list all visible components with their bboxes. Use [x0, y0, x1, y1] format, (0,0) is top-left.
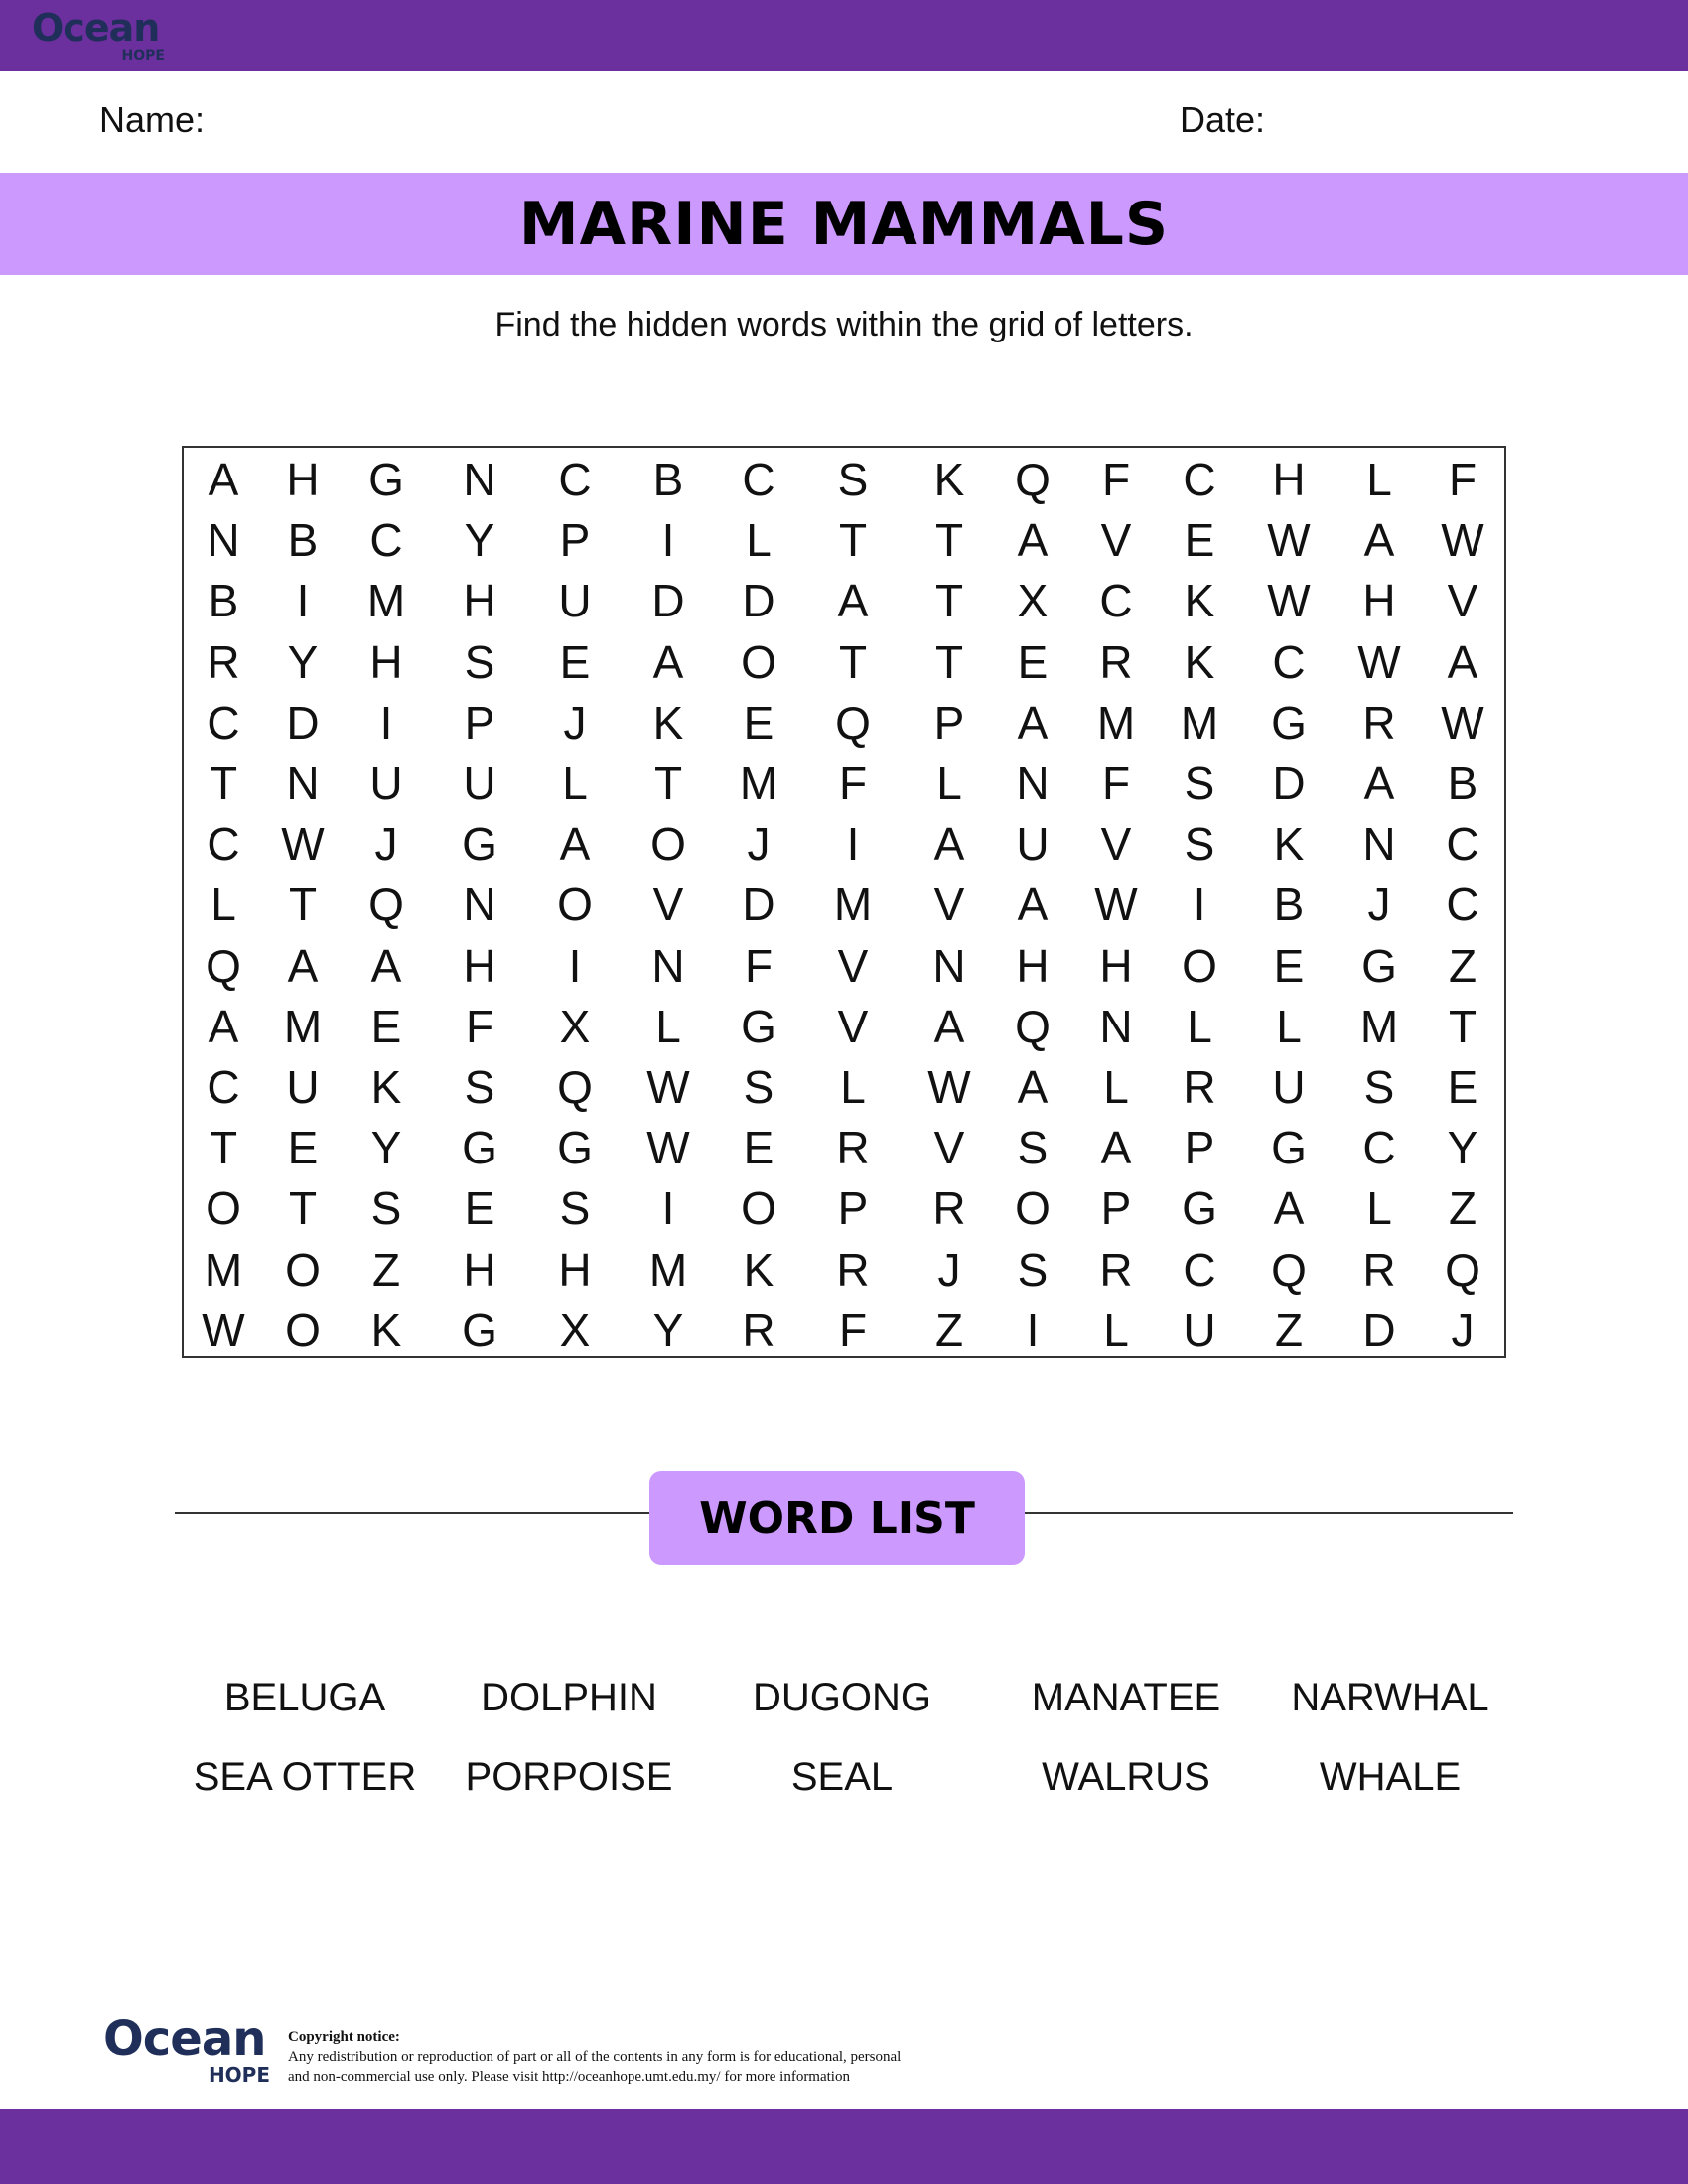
word-search-grid [182, 446, 1506, 1358]
grid-letter: I [296, 575, 310, 627]
word-list-item: PORPOISE [465, 1755, 673, 1799]
grid-letter: J [937, 1243, 961, 1296]
grid-letter: V [1100, 818, 1132, 871]
grid-letter: W [1267, 514, 1311, 567]
grid-letter: H [369, 635, 403, 688]
grid-letter: Q [1015, 1000, 1051, 1052]
grid-letter: A [652, 635, 684, 688]
grid-letter: J [374, 818, 398, 871]
grid-letter: G [557, 1122, 593, 1174]
grid-letter: N [463, 454, 496, 505]
grid-letter: U [558, 575, 592, 627]
grid-letter: C [1362, 1122, 1396, 1174]
grid-row [184, 1118, 1504, 1178]
word-list-item: SEA OTTER [193, 1755, 417, 1799]
grid-letter: Z [1448, 1182, 1477, 1235]
grid-letter: P [464, 696, 495, 749]
grid-letter: H [1099, 939, 1133, 992]
grid-letter: U [463, 757, 496, 809]
grid-letter: W [927, 1061, 971, 1113]
grid-row [184, 693, 1504, 753]
grid-letter: N [286, 757, 320, 809]
grid-row [184, 936, 1504, 997]
grid-letter: T [209, 1122, 238, 1174]
grid-letter: L [840, 1061, 866, 1113]
grid-letter: P [837, 1182, 869, 1235]
grid-letter: X [559, 1303, 591, 1356]
grid-letter: V [1447, 575, 1478, 627]
grid-letter: F [838, 757, 868, 809]
title-band [0, 173, 1688, 275]
grid-letter: W [281, 818, 325, 871]
grid-letter: D [651, 575, 685, 627]
grid-letter: Y [652, 1303, 684, 1356]
grid-letter: N [463, 879, 496, 931]
grid-letter: F [1448, 454, 1477, 505]
grid-letter: W [646, 1122, 690, 1174]
grid-letter: I [661, 514, 675, 567]
grid-letter: M [648, 1243, 688, 1296]
grid-letter: S [743, 1061, 774, 1113]
grid-letter: N [1099, 1000, 1133, 1052]
grid-letter: I [379, 696, 393, 749]
grid-letter: S [464, 1061, 495, 1113]
grid-letter: S [464, 635, 495, 688]
grid-letter: U [1016, 818, 1050, 871]
grid-letter: O [285, 1303, 321, 1356]
grid-letter: V [933, 879, 965, 931]
grid-letter: K [1184, 635, 1215, 688]
grid-letter: L [211, 879, 236, 931]
grid-letter: Z [371, 1243, 401, 1296]
grid-letter: P [1184, 1122, 1215, 1174]
grid-letter: K [1184, 575, 1215, 627]
grid-letter: O [741, 635, 776, 688]
grid-letter: M [739, 757, 778, 809]
grid-letter: F [838, 1303, 868, 1356]
grid-letter: N [1016, 757, 1050, 809]
bottom-footer-bar [0, 2109, 1688, 2184]
copyright-notice [288, 2027, 901, 2087]
grid-row [184, 875, 1504, 935]
grid-letter: C [558, 454, 592, 505]
grid-letter: M [833, 879, 873, 931]
grid-letter: G [1271, 696, 1307, 749]
grid-letter: Q [1015, 454, 1051, 505]
grid-letter: O [1015, 1182, 1051, 1235]
grid-letter: G [741, 1000, 776, 1052]
grid-letter: T [288, 879, 318, 931]
grid-letter: E [464, 1182, 495, 1235]
grid-letter: N [1362, 818, 1396, 871]
grid-letter: W [202, 1303, 245, 1356]
grid-letter: G [1271, 1122, 1307, 1174]
grid-letter: M [1359, 1000, 1399, 1052]
grid-row [184, 450, 1504, 510]
grid-letter: A [1100, 1122, 1132, 1174]
grid-letter: B [208, 575, 239, 627]
grid-row [184, 632, 1504, 693]
grid-letter: V [933, 1122, 965, 1174]
grid-letter: C [1446, 879, 1479, 931]
grid-letter: N [207, 514, 240, 567]
grid-letter: E [1017, 635, 1049, 688]
grid-letter: B [652, 454, 684, 505]
grid-letter: R [932, 1182, 966, 1235]
grid-letter: Q [1445, 1243, 1480, 1296]
instructions-text: Find the hidden words within the grid of letters. [494, 306, 1194, 343]
grid-letter: O [741, 1182, 776, 1235]
word-list-item: DUGONG [753, 1676, 931, 1719]
grid-letter: R [742, 1303, 775, 1356]
grid-letter: I [661, 1182, 675, 1235]
grid-letter: O [285, 1243, 321, 1296]
grid-letter: R [836, 1122, 870, 1174]
grid-letter: H [1272, 454, 1306, 505]
grid-letter: R [207, 635, 240, 688]
grid-letter: J [563, 696, 587, 749]
grid-letter: R [836, 1243, 870, 1296]
grid-letter: V [1100, 514, 1132, 567]
grid-letter: Z [1448, 939, 1477, 992]
grid-letter: A [370, 939, 402, 992]
grid-letter: C [369, 514, 403, 567]
grid-row [184, 510, 1504, 571]
grid-letter: E [370, 1000, 402, 1052]
grid-letter: G [462, 818, 497, 871]
grid-letter: R [1099, 1243, 1133, 1296]
grid-letter: V [652, 879, 684, 931]
grid-letter: E [743, 696, 774, 749]
grid-letter: E [743, 1122, 774, 1174]
grid-letter: Y [464, 514, 495, 567]
grid-letter: R [1183, 1061, 1216, 1113]
grid-letter: H [558, 1243, 592, 1296]
grid-letter: L [746, 514, 772, 567]
grid-letter: S [837, 454, 869, 505]
grid-letter: E [287, 1122, 319, 1174]
grid-row [184, 997, 1504, 1057]
grid-letter: Z [934, 1303, 964, 1356]
word-list-divider-right [1025, 1512, 1513, 1514]
grid-letter: F [1101, 454, 1131, 505]
grid-row [184, 1057, 1504, 1118]
grid-letter: J [1367, 879, 1391, 931]
grid-letter: L [1103, 1303, 1129, 1356]
word-list-item: SEAL [790, 1755, 894, 1799]
grid-letter: A [1447, 635, 1478, 688]
grid-letter: O [557, 879, 593, 931]
grid-letter: S [1017, 1122, 1049, 1174]
grid-letter: F [744, 939, 774, 992]
grid-letter: V [837, 1000, 869, 1052]
grid-letter: Q [835, 696, 871, 749]
grid-letter: A [1273, 1182, 1305, 1235]
grid-letter: A [837, 575, 869, 627]
grid-letter: B [287, 514, 319, 567]
word-list-item: MANATEE [1031, 1676, 1221, 1719]
grid-letter: X [559, 1000, 591, 1052]
grid-letter: F [1101, 757, 1131, 809]
grid-letter: S [559, 1182, 591, 1235]
grid-letter: Q [1271, 1243, 1307, 1296]
grid-letter: C [207, 1061, 240, 1113]
grid-row [184, 814, 1504, 875]
grid-letter: H [1362, 575, 1396, 627]
grid-letter: R [1362, 1243, 1396, 1296]
grid-row [184, 1300, 1504, 1361]
grid-letter: V [837, 939, 869, 992]
grid-letter: Z [1274, 1303, 1304, 1356]
grid-letter: X [1017, 575, 1049, 627]
grid-letter: Q [557, 1061, 593, 1113]
copyright-line-2: and non-commercial use only. Please visit http://oceanhope.umt.edu.my/ for more information [288, 2069, 850, 2085]
word-list-item: DOLPHIN [481, 1676, 657, 1719]
grid-letter: K [370, 1061, 402, 1113]
grid-letter: W [1441, 514, 1484, 567]
grid-letter: H [463, 939, 496, 992]
grid-letter: M [1180, 696, 1219, 749]
page-title: MARINE MAMMALS [518, 189, 1170, 259]
grid-letter: T [934, 575, 964, 627]
grid-letter: C [1446, 818, 1479, 871]
grid-letter: A [208, 454, 239, 505]
grid-letter: Y [370, 1122, 402, 1174]
word-list-header [649, 1471, 1025, 1565]
grid-letter: C [207, 696, 240, 749]
grid-letter: G [1361, 939, 1397, 992]
grid-letter: Y [1447, 1122, 1478, 1174]
logo-wordmark: Ocean [32, 6, 160, 50]
word-list-item: WHALE [1319, 1755, 1462, 1799]
grid-letter: C [1099, 575, 1133, 627]
grid-letter: A [1017, 1061, 1049, 1113]
grid-letter: T [1448, 1000, 1477, 1052]
grid-letter: A [1363, 757, 1395, 809]
grid-letter: H [463, 575, 496, 627]
grid-letter: M [283, 1000, 323, 1052]
grid-letter: A [1017, 514, 1049, 567]
grid-letter: G [462, 1303, 497, 1356]
grid-letter: D [1362, 1303, 1396, 1356]
grid-letter: K [652, 696, 684, 749]
grid-letter: J [1451, 1303, 1475, 1356]
grid-letter: A [933, 818, 965, 871]
grid-letter: H [286, 454, 320, 505]
grid-letter: J [747, 818, 771, 871]
grid-letter: L [1276, 1000, 1302, 1052]
grid-letter: U [1272, 1061, 1306, 1113]
grid-letter: S [1184, 757, 1215, 809]
grid-letter: R [1362, 696, 1396, 749]
grid-letter: B [1273, 879, 1305, 931]
grid-row [184, 753, 1504, 814]
grid-letter: C [742, 454, 775, 505]
word-list-item: NARWHAL [1291, 1676, 1489, 1719]
top-header-bar [0, 0, 1688, 71]
grid-letter: T [838, 635, 868, 688]
grid-letter: S [1363, 1061, 1395, 1113]
grid-letter: T [934, 635, 964, 688]
grid-letter: U [369, 757, 403, 809]
grid-letter: A [1017, 696, 1049, 749]
grid-letter: M [366, 575, 406, 627]
grid-letter: G [1182, 1182, 1217, 1235]
grid-letter: S [1017, 1243, 1049, 1296]
grid-row [184, 571, 1504, 631]
grid-letter: C [1183, 1243, 1216, 1296]
grid-letter: L [655, 1000, 681, 1052]
grid-letter: W [1094, 879, 1138, 931]
grid-letter: W [1267, 575, 1311, 627]
footer-logo-subtext: HOPE [208, 2063, 270, 2087]
grid-letter: P [933, 696, 965, 749]
grid-letter: D [742, 575, 775, 627]
grid-letter: D [742, 879, 775, 931]
grid-letter: L [562, 757, 588, 809]
word-list-item: BELUGA [223, 1676, 386, 1719]
grid-row [184, 1178, 1504, 1239]
copyright-line-1: Any redistribution or reproduction of part or all of the contents in any form is for educational, personal [288, 2049, 902, 2065]
grid-letter: E [1184, 514, 1215, 567]
grid-letter: Q [206, 939, 241, 992]
grid-letter: L [936, 757, 962, 809]
grid-letter: E [559, 635, 591, 688]
grid-letter: A [559, 818, 591, 871]
grid-letter: M [1096, 696, 1136, 749]
word-list-item: WALRUS [1042, 1755, 1210, 1799]
grid-letter: T [653, 757, 683, 809]
grid-letter: T [288, 1182, 318, 1235]
grid-letter: N [651, 939, 685, 992]
grid-letter: M [204, 1243, 243, 1296]
grid-letter: E [1273, 939, 1305, 992]
grid-letter: T [209, 757, 238, 809]
grid-letter: B [1447, 757, 1478, 809]
grid-letter: U [286, 1061, 320, 1113]
grid-letter: S [1184, 818, 1215, 871]
grid-letter: C [1183, 454, 1216, 505]
grid-letter: D [1272, 757, 1306, 809]
grid-letter: O [650, 818, 686, 871]
grid-letter: L [1366, 454, 1392, 505]
grid-letter: E [1447, 1061, 1478, 1113]
footer-logo-wordmark: Ocean [103, 2011, 266, 2067]
grid-letter: H [1016, 939, 1050, 992]
grid-row [184, 1240, 1504, 1300]
grid-letter: K [1273, 818, 1305, 871]
grid-letter: P [1100, 1182, 1132, 1235]
grid-letter: I [846, 818, 860, 871]
grid-letter: L [1187, 1000, 1212, 1052]
grid-letter: L [1366, 1182, 1392, 1235]
grid-letter: I [1193, 879, 1206, 931]
grid-letter: T [838, 514, 868, 567]
grid-letter: P [559, 514, 591, 567]
grid-letter: K [370, 1303, 402, 1356]
grid-letter: A [1017, 879, 1049, 931]
date-label: Date: [1180, 99, 1266, 140]
grid-letter: S [370, 1182, 402, 1235]
grid-letter: R [1099, 635, 1133, 688]
grid-letter: A [1363, 514, 1395, 567]
grid-letter: C [207, 818, 240, 871]
grid-letter: O [206, 1182, 241, 1235]
word-list-divider-left [175, 1512, 649, 1514]
grid-letter: I [1026, 1303, 1040, 1356]
grid-letter: L [1103, 1061, 1129, 1113]
grid-letter: K [743, 1243, 774, 1296]
grid-letter: W [646, 1061, 690, 1113]
grid-letter: T [934, 514, 964, 567]
grid-letter: K [933, 454, 965, 505]
grid-letter: A [208, 1000, 239, 1052]
grid-letter: G [368, 454, 404, 505]
grid-letter: W [1357, 635, 1401, 688]
logo-subtext: HOPE [121, 48, 165, 64]
copyright-title: Copyright notice: [288, 2029, 400, 2045]
grid-letter: D [286, 696, 320, 749]
grid-letter: W [1441, 696, 1484, 749]
grid-letter: Y [287, 635, 319, 688]
ocean-hope-logo [32, 6, 171, 66]
grid-letter: O [1182, 939, 1217, 992]
grid-letter: I [568, 939, 582, 992]
footer-logo [103, 2009, 272, 2089]
grid-letter: H [463, 1243, 496, 1296]
name-label: Name: [99, 99, 206, 140]
grid-letter: U [1183, 1303, 1216, 1356]
grid-letter: A [287, 939, 319, 992]
grid-letter: G [462, 1122, 497, 1174]
grid-letter: Q [368, 879, 404, 931]
grid-letter: F [465, 1000, 494, 1052]
grid-letter: C [1272, 635, 1306, 688]
grid-letter: A [933, 1000, 965, 1052]
grid-letter: N [932, 939, 966, 992]
word-list-title: WORD LIST [699, 1492, 975, 1544]
